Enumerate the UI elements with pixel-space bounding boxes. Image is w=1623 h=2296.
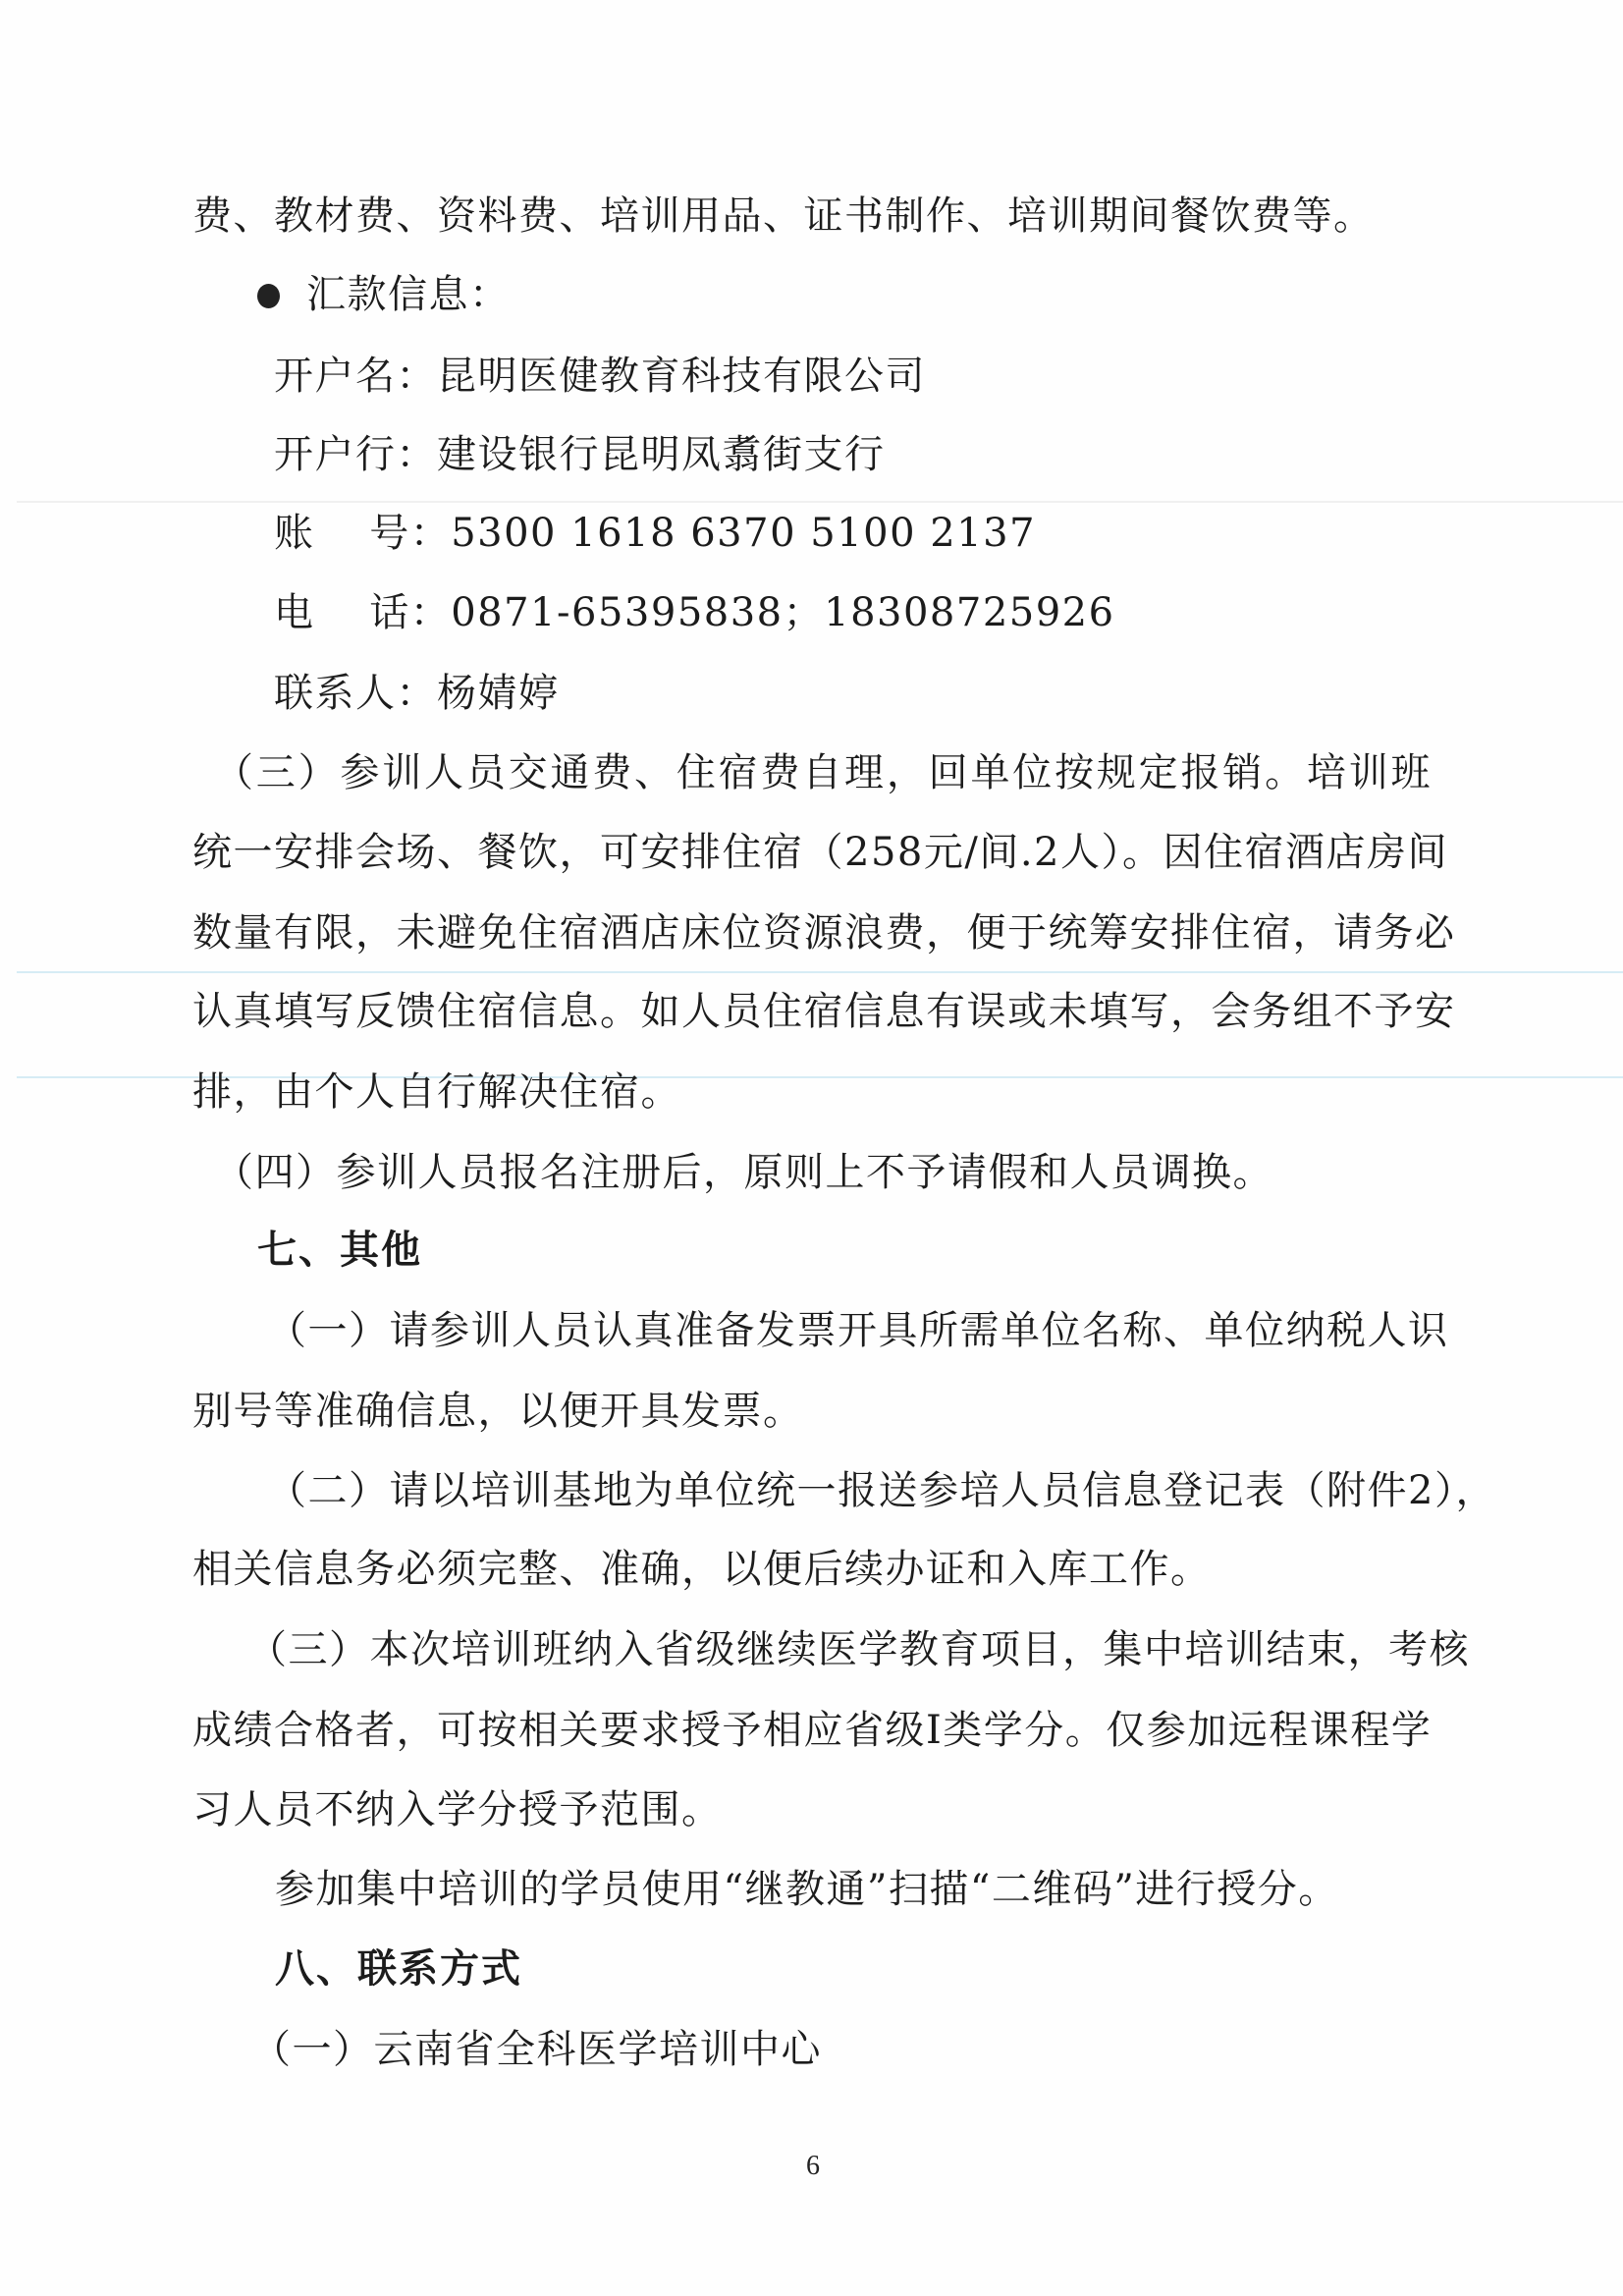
text-line: 电 话：0871-65395838；18308725926	[274, 590, 1115, 635]
text-line: 排，由个人自行解决住宿。	[192, 1069, 681, 1115]
section-heading: 八、联系方式	[275, 1946, 522, 1992]
text-line: 费、教材费、资料费、培训用品、证书制作、培训期间餐饮费等。	[192, 193, 1375, 239]
text-line: 开户名：昆明医健教育科技有限公司	[274, 354, 926, 399]
text-line: 数量有限，未避免住宿酒店床位资源浪费，便于统筹安排住宿，请务必	[192, 910, 1456, 956]
text-line: （一）请参训人员认真准备发票开具所需单位名称、单位纳税人识	[267, 1308, 1449, 1353]
text-line: 开户行：建设银行昆明凤翥街支行	[274, 432, 886, 477]
text-line: 汇款信息：	[306, 272, 511, 317]
filled-circle-bullet-icon	[257, 284, 280, 308]
section-heading: 七、其他	[257, 1228, 422, 1273]
text-line: 认真填写反馈住宿信息。如人员住宿信息有误或未填写，会务组不予安	[192, 989, 1456, 1034]
text-line: 统一安排会场、餐饮，可安排住宿（258元/间.2人）。因住宿酒店房间	[192, 830, 1448, 875]
text-line: （一）云南省全科医学培训中心	[251, 2027, 822, 2072]
text-line: （三）本次培训班纳入省级继续医学教育项目，集中培训结束，考核	[247, 1627, 1470, 1672]
text-line: （二）请以培训基地为单位统一报送参培人员信息登记表（附件2），	[267, 1468, 1496, 1513]
text-line: 相关信息务必须完整、准确，以便后续办证和入库工作。	[192, 1547, 1212, 1592]
page-number: 6	[806, 2151, 820, 2181]
scan-artifact-line	[17, 971, 1623, 973]
text-line: （三）参训人员交通费、住宿费自理，回单位按规定报销。培训班	[214, 750, 1432, 795]
text-line: 成绩合格者，可按相关要求授予相应省级Ⅰ类学分。仅参加远程课程学	[192, 1708, 1433, 1753]
text-line: 别号等准确信息，以便开具发票。	[192, 1389, 804, 1434]
text-line: 账 号：5300 1618 6370 5100 2137	[274, 511, 1037, 556]
text-line: 参加集中培训的学员使用“继教通”扫描“二维码”进行授分。	[275, 1867, 1339, 1912]
text-line: 习人员不纳入学分授予范围。	[192, 1787, 723, 1832]
scan-artifact-line	[17, 501, 1623, 503]
text-line: （四）参训人员报名注册后，原则上不予请假和人员调换。	[214, 1150, 1273, 1195]
text-line: 联系人：杨婧婷	[274, 671, 560, 716]
